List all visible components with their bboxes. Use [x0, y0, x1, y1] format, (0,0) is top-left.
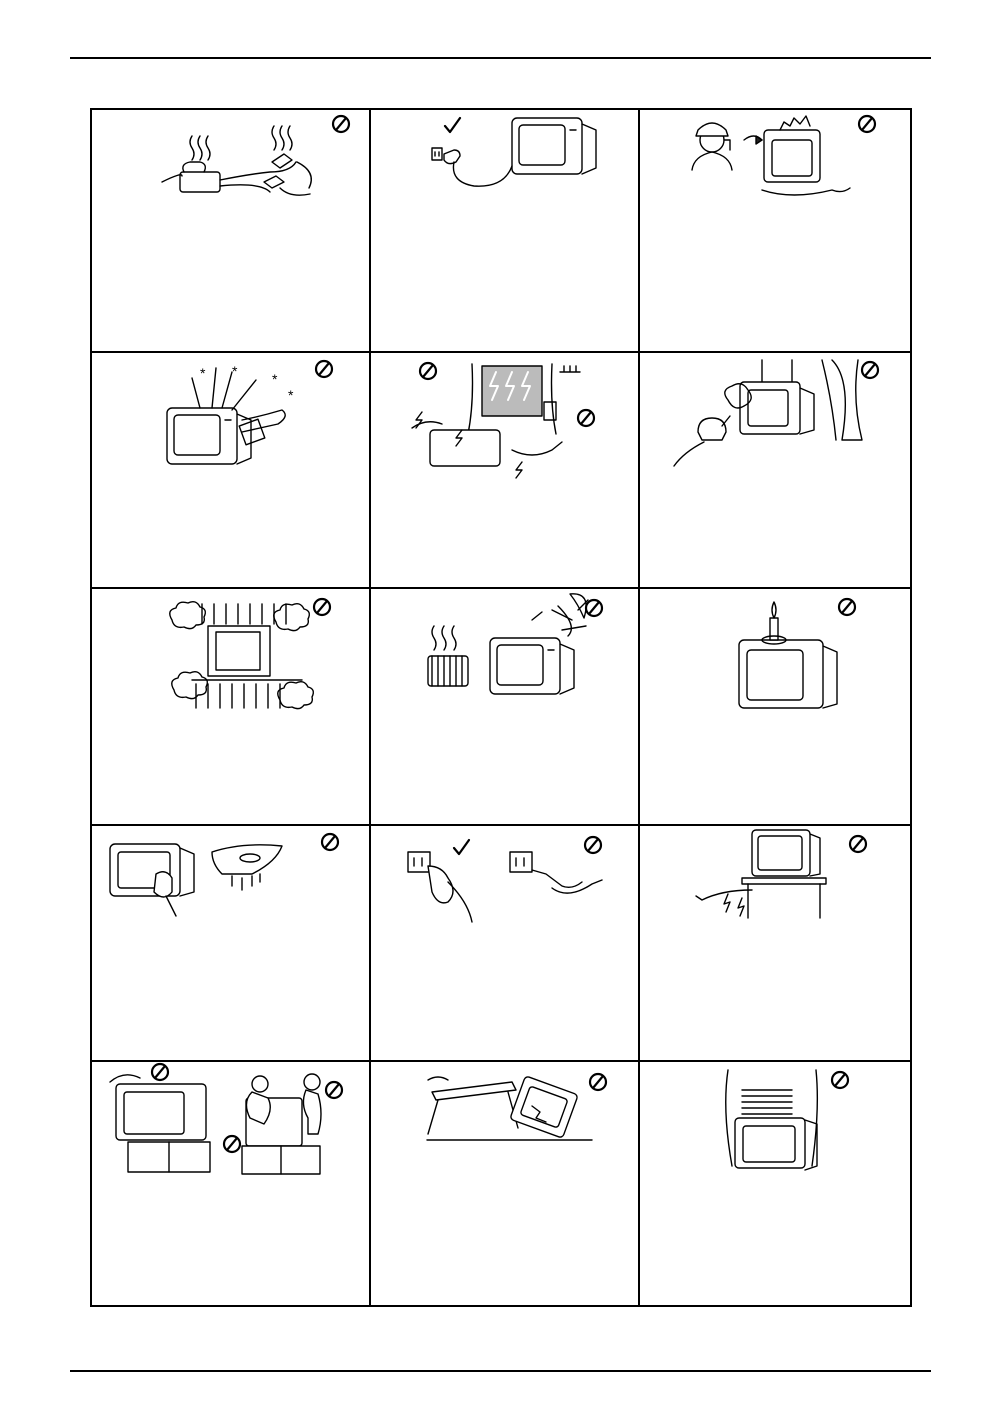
svg-text:*: * — [200, 365, 206, 381]
lightning-illustration — [412, 364, 580, 478]
objects-openings-illustration — [167, 363, 294, 464]
svg-text:*: * — [232, 363, 238, 379]
climbing-illustration — [110, 1074, 321, 1174]
svg-text:*: * — [272, 371, 278, 387]
cleaning-illustration — [110, 844, 282, 916]
footer-rule — [70, 1370, 931, 1372]
heat-illustration — [428, 594, 588, 694]
unplug-illustration — [408, 852, 602, 922]
candle-illustration — [739, 602, 837, 708]
damaged-cord-illustration — [696, 830, 826, 918]
service-illustration — [692, 116, 850, 195]
svg-text:*: * — [288, 387, 294, 403]
overloaded-outlets-illustration — [162, 126, 311, 195]
objects-on-top-illustration — [726, 1070, 818, 1170]
header-rule — [70, 57, 931, 59]
safety-illustration-grid — [90, 108, 912, 1307]
steam-illustration — [674, 360, 862, 466]
ventilation-illustration — [170, 602, 314, 709]
illustrations — [92, 110, 914, 1309]
unstable-stand-illustration — [427, 1076, 592, 1140]
plug-in-illustration — [432, 118, 596, 186]
